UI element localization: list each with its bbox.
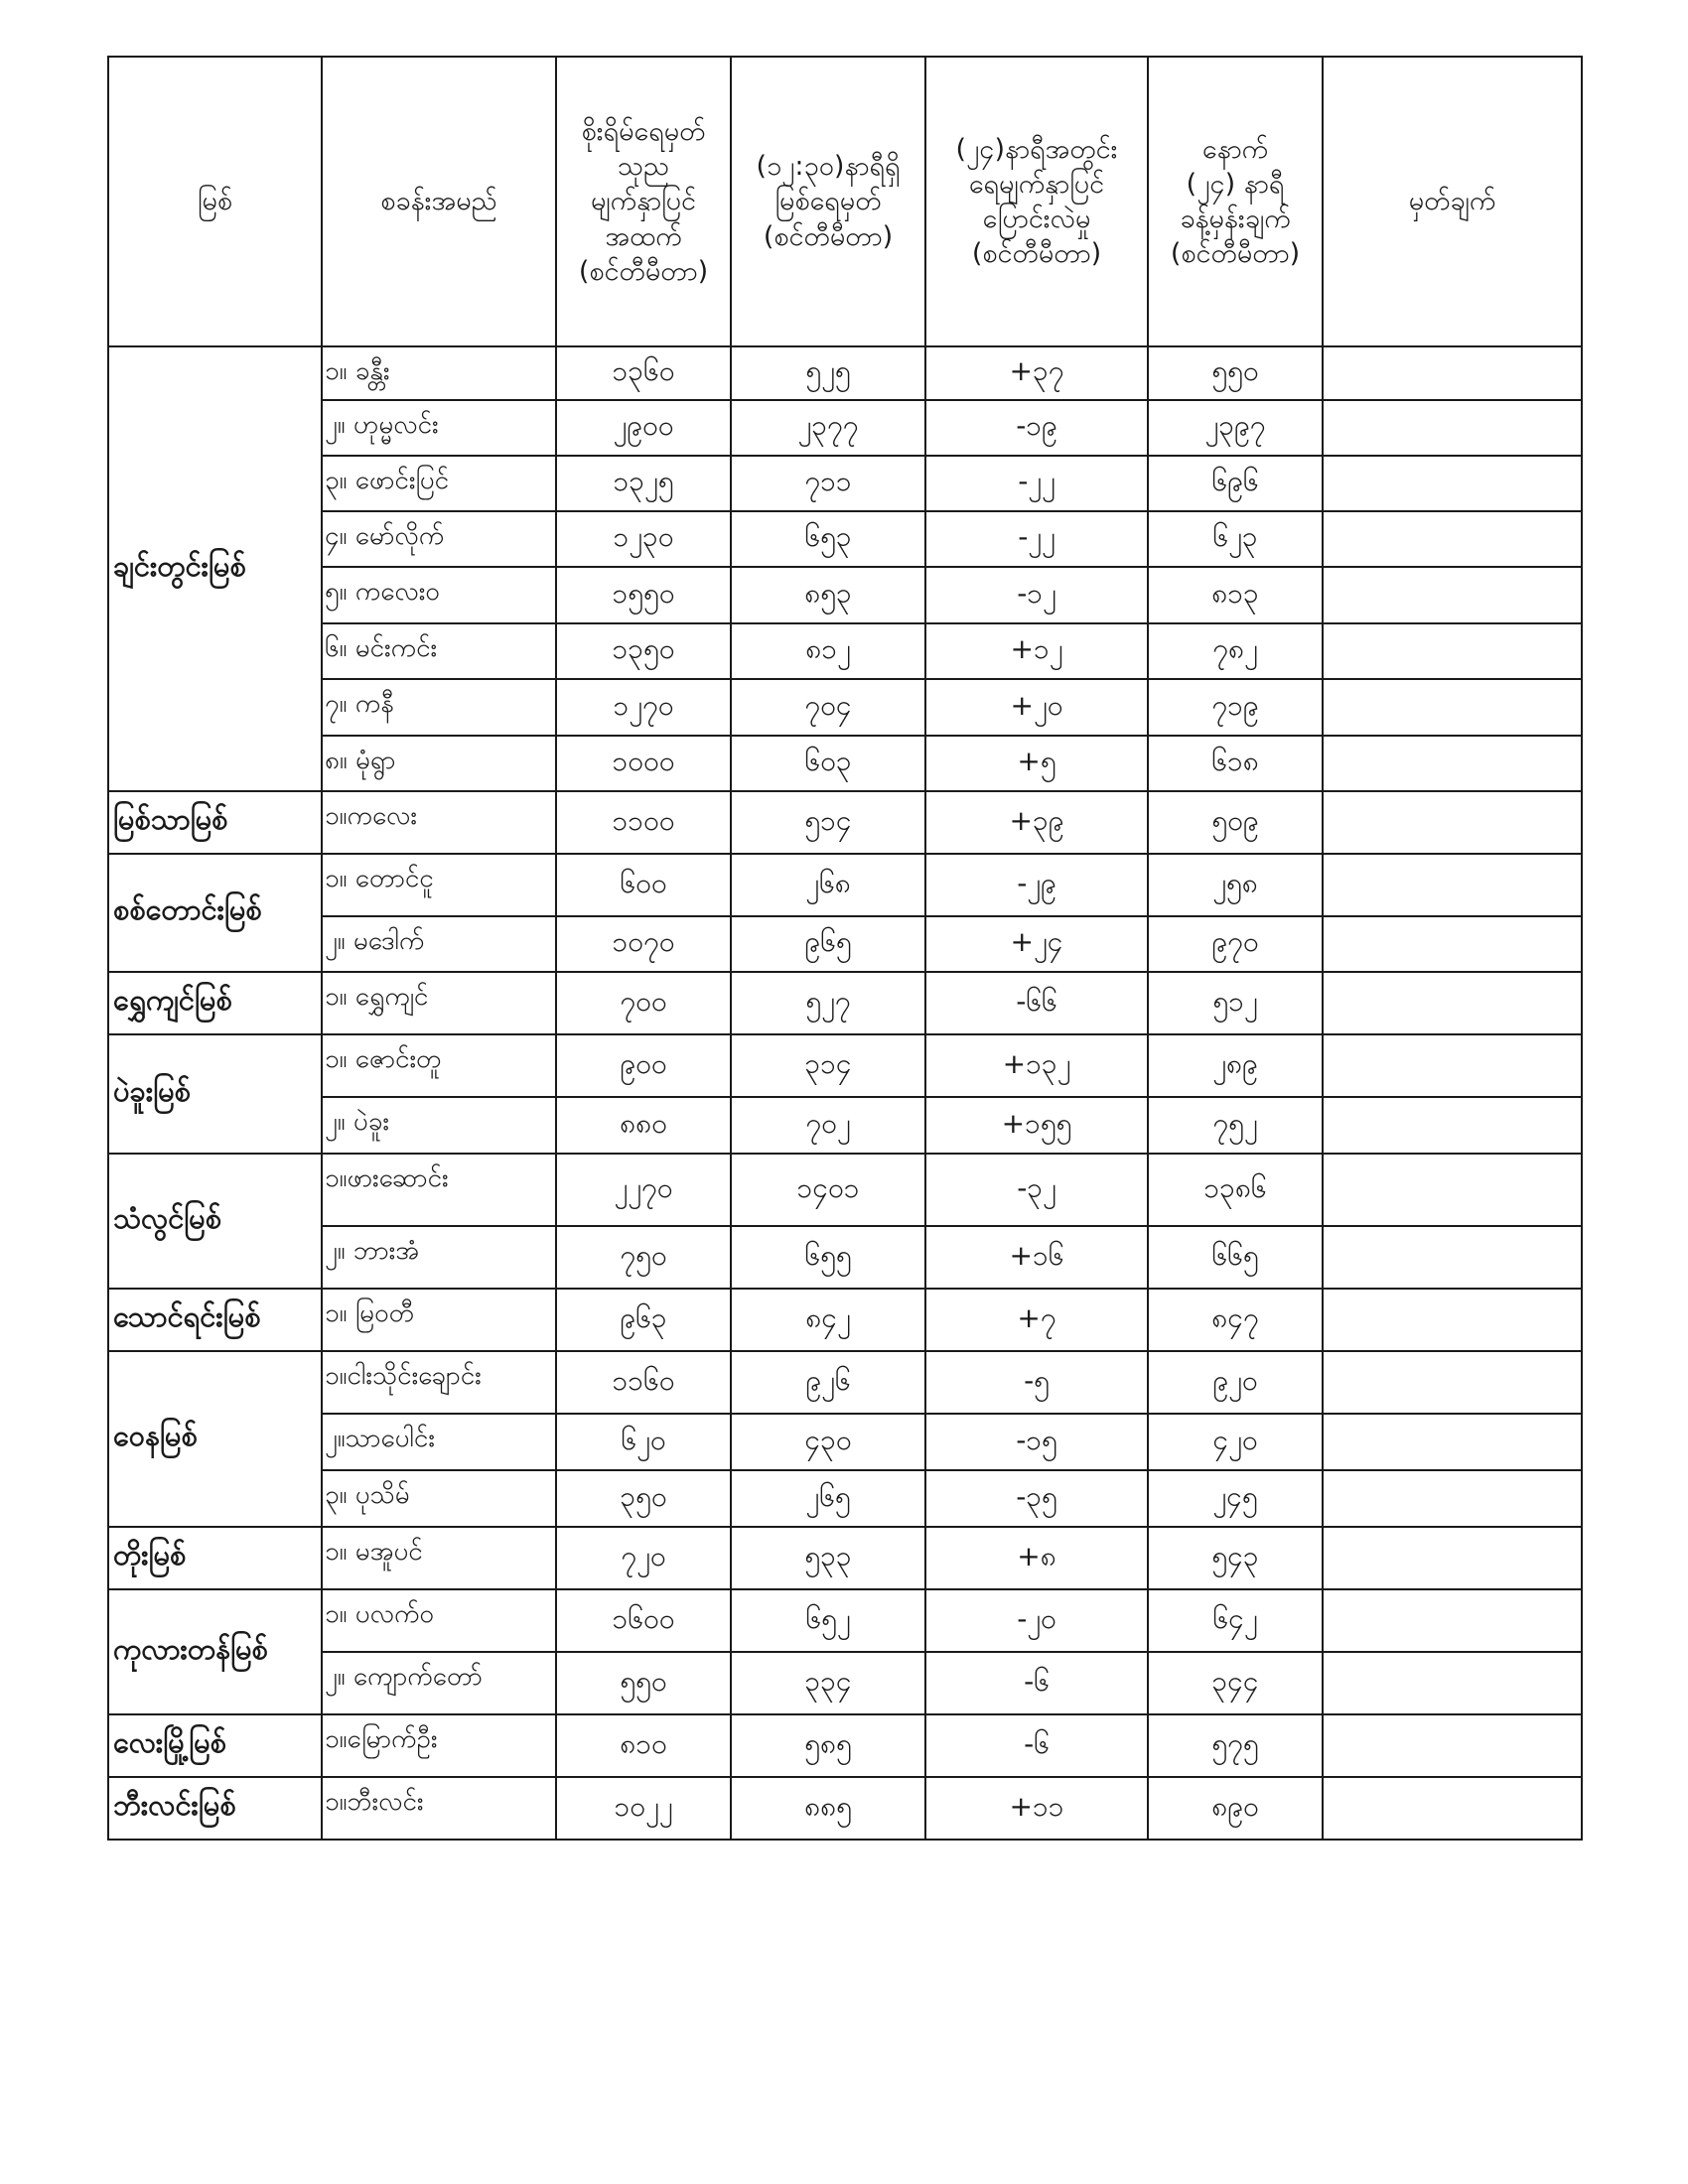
header-text-line: မှတ်ချက် — [1408, 186, 1496, 217]
forecast-cell: ၆၉၆ — [1148, 456, 1323, 511]
current-level-cell: ၅၈၅ — [731, 1714, 925, 1777]
forecast-cell: ၂၅၈ — [1148, 854, 1323, 916]
forecast-cell: ၈၄၇ — [1148, 1289, 1323, 1351]
forecast-cell: ၆၁၈ — [1148, 736, 1323, 791]
station-name-cell: ၂။ ဘားအံ — [322, 1226, 556, 1289]
danger-level-cell: ၁၀၀၀ — [556, 736, 731, 791]
remarks-cell — [1323, 1589, 1582, 1652]
current-level-cell: ၅၂၇ — [731, 972, 925, 1034]
table-row — [108, 346, 1582, 400]
table-row — [108, 623, 1582, 679]
remarks-cell — [1323, 567, 1582, 623]
change-cell: +၃၇ — [925, 346, 1148, 400]
table-row — [108, 791, 1582, 854]
header-text-line: စခန်းအမည် — [380, 186, 497, 217]
station-name-cell: ၅။ ကလေးဝ — [322, 567, 556, 623]
forecast-cell: ၂၄၅ — [1148, 1470, 1323, 1527]
table-body — [108, 346, 1582, 1840]
forecast-cell: ၅၅၀ — [1148, 346, 1323, 400]
header-change — [925, 57, 1148, 346]
station-name-cell: ၇။ ကနီ — [322, 679, 556, 736]
remarks-cell — [1323, 1777, 1582, 1840]
river-name-cell: လေးမြို့မြစ် — [108, 1714, 322, 1777]
current-level-cell: ၅၂၅ — [731, 346, 925, 400]
station-name-cell: ၁။ တောင်ငူ — [322, 854, 556, 916]
change-cell: +၃၉ — [925, 791, 1148, 854]
station-name-cell: ၂။သာပေါင်း — [322, 1414, 556, 1470]
change-cell: -၆၆ — [925, 972, 1148, 1034]
change-cell: +၁၅၅ — [925, 1097, 1148, 1154]
change-cell: -၁၂ — [925, 567, 1148, 623]
danger-level-cell: ၆၀၀ — [556, 854, 731, 916]
danger-level-cell: ၁၆၀၀ — [556, 1589, 731, 1652]
station-name-cell: ၁။ ပလက်ဝ — [322, 1589, 556, 1652]
current-level-cell: ၆၀၃ — [731, 736, 925, 791]
header-text-line: (စင်တီမီတာ) — [1170, 238, 1301, 270]
header-current-level — [731, 57, 925, 346]
forecast-cell: ၈၉၀ — [1148, 1777, 1323, 1840]
table-row — [108, 1652, 1582, 1714]
change-cell: +၂၀ — [925, 679, 1148, 736]
remarks-cell — [1323, 400, 1582, 456]
river-name-cell: ဝေနမြစ် — [108, 1351, 322, 1527]
table-row — [108, 1527, 1582, 1589]
current-level-cell: ၈၄၂ — [731, 1289, 925, 1351]
forecast-cell: ၁၃၈၆ — [1148, 1154, 1323, 1226]
change-cell: +၈ — [925, 1527, 1148, 1589]
station-name-cell: ၃။ ပုသိမ် — [322, 1470, 556, 1527]
forecast-cell: ၅၇၅ — [1148, 1714, 1323, 1777]
danger-level-cell: ၇၂၀ — [556, 1527, 731, 1589]
remarks-cell — [1323, 1414, 1582, 1470]
station-name-cell: ၁။ဘီးလင်း — [322, 1777, 556, 1840]
danger-level-cell: ၁၃၂၅ — [556, 456, 731, 511]
river-name-cell: သောင်ရင်းမြစ် — [108, 1289, 322, 1351]
forecast-cell: ၇၅၂ — [1148, 1097, 1323, 1154]
station-name-cell: ၁။ ဇောင်းတူ — [322, 1034, 556, 1097]
station-name-cell: ၈။ မုံရွာ — [322, 736, 556, 791]
change-cell: -၁၅ — [925, 1414, 1148, 1470]
header-danger-level — [556, 57, 731, 346]
remarks-cell — [1323, 1034, 1582, 1097]
remarks-cell — [1323, 791, 1582, 854]
table-row — [108, 1777, 1582, 1840]
table-row — [108, 1097, 1582, 1154]
river-level-table — [107, 56, 1583, 1841]
current-level-cell: ၇၀၄ — [731, 679, 925, 736]
change-cell: +၇ — [925, 1289, 1148, 1351]
change-cell: -၃၅ — [925, 1470, 1148, 1527]
table-row — [108, 511, 1582, 567]
station-name-cell: ၁။ မအူပင် — [322, 1527, 556, 1589]
change-cell: -၂၂ — [925, 456, 1148, 511]
header-remarks — [1323, 57, 1582, 346]
forecast-cell: ၆၂၃ — [1148, 511, 1323, 567]
danger-level-cell: ၂၉၀၀ — [556, 400, 731, 456]
station-name-cell: ၂။ ပဲခူး — [322, 1097, 556, 1154]
remarks-cell — [1323, 346, 1582, 400]
danger-level-cell: ၁၃၅၀ — [556, 623, 731, 679]
station-name-cell: ၆။ မင်းကင်း — [322, 623, 556, 679]
remarks-cell — [1323, 1226, 1582, 1289]
table-row — [108, 1351, 1582, 1414]
change-cell: +၂၄ — [925, 916, 1148, 972]
river-name-cell: ပဲခူးမြစ် — [108, 1034, 322, 1154]
remarks-cell — [1323, 623, 1582, 679]
header-river — [108, 57, 322, 346]
table-row — [108, 972, 1582, 1034]
remarks-cell — [1323, 1097, 1582, 1154]
table-row — [108, 1414, 1582, 1470]
current-level-cell: ၂၆၅ — [731, 1470, 925, 1527]
current-level-cell: ၃၁၄ — [731, 1034, 925, 1097]
header-text-line: (၂၄) နာရီ — [1186, 168, 1285, 200]
danger-level-cell: ၈၈၀ — [556, 1097, 731, 1154]
remarks-cell — [1323, 1714, 1582, 1777]
current-level-cell: ၅၃၃ — [731, 1527, 925, 1589]
table-row — [108, 1034, 1582, 1097]
table-row — [108, 1589, 1582, 1652]
danger-level-cell: ၉၆၃ — [556, 1289, 731, 1351]
station-name-cell: ၂။ ဟုမ္မလင်း — [322, 400, 556, 456]
current-level-cell: ၆၅၃ — [731, 511, 925, 567]
current-level-cell: ၇၁၁ — [731, 456, 925, 511]
current-level-cell: ၈၁၂ — [731, 623, 925, 679]
change-cell: -၆ — [925, 1714, 1148, 1777]
table-row — [108, 1470, 1582, 1527]
station-name-cell: ၁။ဖားဆောင်း — [322, 1154, 556, 1226]
current-level-cell: ၂၆၈ — [731, 854, 925, 916]
current-level-cell: ၉၂၆ — [731, 1351, 925, 1414]
river-name-cell: ကုလားတန်မြစ် — [108, 1589, 322, 1714]
current-level-cell: ၂၃၇၇ — [731, 400, 925, 456]
header-text-line: စိုးရိမ်ရေမှတ် — [581, 116, 706, 148]
forecast-cell: ၅၀၉ — [1148, 791, 1323, 854]
remarks-cell — [1323, 511, 1582, 567]
danger-level-cell: ၁၀၂၂ — [556, 1777, 731, 1840]
river-name-cell: တိုးမြစ် — [108, 1527, 322, 1589]
station-name-cell: ၂။ ကျောက်တော် — [322, 1652, 556, 1714]
header-text-line: ပြောင်းလဲမှု — [982, 204, 1091, 234]
remarks-cell — [1323, 1652, 1582, 1714]
danger-level-cell: ၁၅၅၀ — [556, 567, 731, 623]
forecast-cell: ၂၈၉ — [1148, 1034, 1323, 1097]
header-text-line: ရေမျက်နှာပြင် — [968, 168, 1105, 200]
forecast-cell: ၂၃၉၇ — [1148, 400, 1323, 456]
remarks-cell — [1323, 1527, 1582, 1589]
header-text-line: (စင်တီမီတာ) — [971, 238, 1102, 270]
station-name-cell: ၁။ ခန္တီး — [322, 346, 556, 400]
header-forecast — [1148, 57, 1323, 346]
table-row — [108, 456, 1582, 511]
header-text-line: သုည — [617, 151, 670, 183]
remarks-cell — [1323, 1470, 1582, 1527]
table-row — [108, 1289, 1582, 1351]
river-name-cell: မြစ်သာမြစ် — [108, 791, 322, 854]
danger-level-cell: ၁၀၇၀ — [556, 916, 731, 972]
forecast-cell: ၅၁၂ — [1148, 972, 1323, 1034]
current-level-cell: ၆၅၅ — [731, 1226, 925, 1289]
remarks-cell — [1323, 679, 1582, 736]
change-cell: -၂၀ — [925, 1589, 1148, 1652]
forecast-cell: ၇၈၂ — [1148, 623, 1323, 679]
current-level-cell: ၉၆၅ — [731, 916, 925, 972]
table-row — [108, 679, 1582, 736]
danger-level-cell: ၂၂၇၀ — [556, 1154, 731, 1226]
header-station — [322, 57, 556, 346]
header-text-line: (စင်တီမီတာ) — [578, 255, 709, 287]
header-text-line: (၂၄)နာရီအတွင်း — [955, 133, 1118, 165]
header-text-line: နောက် — [1201, 133, 1269, 165]
header-text-line: (၁၂:၃၀)နာရီရှိ — [756, 151, 901, 183]
remarks-cell — [1323, 972, 1582, 1034]
danger-level-cell: ၁၁၆၀ — [556, 1351, 731, 1414]
river-name-cell: သံလွင်မြစ် — [108, 1154, 322, 1289]
forecast-cell: ၇၁၉ — [1148, 679, 1323, 736]
river-name-cell: ချင်းတွင်းမြစ် — [108, 346, 322, 791]
river-name-cell: ဘီးလင်းမြစ် — [108, 1777, 322, 1840]
remarks-cell — [1323, 736, 1582, 791]
current-level-cell: ၈၈၅ — [731, 1777, 925, 1840]
forecast-cell: ၉၇၀ — [1148, 916, 1323, 972]
remarks-cell — [1323, 916, 1582, 972]
change-cell: -၂၂ — [925, 511, 1148, 567]
river-level-table-container — [107, 56, 1581, 1841]
danger-level-cell: ၃၅၀ — [556, 1470, 731, 1527]
forecast-cell: ၆၄၂ — [1148, 1589, 1323, 1652]
current-level-cell: ၅၁၄ — [731, 791, 925, 854]
current-level-cell: ၃၃၄ — [731, 1652, 925, 1714]
table-row — [108, 1154, 1582, 1226]
danger-level-cell: ၁၃၆၀ — [556, 346, 731, 400]
current-level-cell: ၈၅၃ — [731, 567, 925, 623]
change-cell: +၁၂ — [925, 623, 1148, 679]
current-level-cell: ၄၃၀ — [731, 1414, 925, 1470]
danger-level-cell: ၅၅၀ — [556, 1652, 731, 1714]
forecast-cell: ၃၄၄ — [1148, 1652, 1323, 1714]
header-text-line: ခန့်မှန်းချက် — [1180, 204, 1291, 234]
danger-level-cell: ၇၀၀ — [556, 972, 731, 1034]
table-row — [108, 1714, 1582, 1777]
danger-level-cell: ၆၂၀ — [556, 1414, 731, 1470]
forecast-cell: ၉၂၀ — [1148, 1351, 1323, 1414]
remarks-cell — [1323, 1154, 1582, 1226]
river-name-cell: ရွှေကျင်မြစ် — [108, 972, 322, 1034]
station-name-cell: ၁။ကလေး — [322, 791, 556, 854]
station-name-cell: ၂။ မဒေါက် — [322, 916, 556, 972]
change-cell: +၁၃၂ — [925, 1034, 1148, 1097]
table-row — [108, 916, 1582, 972]
station-name-cell: ၁။ ရွှေကျင် — [322, 972, 556, 1034]
table-row — [108, 400, 1582, 456]
danger-level-cell: ၇၅၀ — [556, 1226, 731, 1289]
table-row — [108, 1226, 1582, 1289]
table-row — [108, 736, 1582, 791]
header-text-line: အထက် — [605, 220, 682, 252]
change-cell: -၁၉ — [925, 400, 1148, 456]
danger-level-cell: ၈၁၀ — [556, 1714, 731, 1777]
river-name-cell: စစ်တောင်းမြစ် — [108, 854, 322, 972]
header-text-line: မြစ်ရေမှတ် — [774, 186, 882, 217]
danger-level-cell: ၁၂၃၀ — [556, 511, 731, 567]
header-text-line: မျက်နှာပြင် — [590, 186, 697, 217]
forecast-cell: ၆၆၅ — [1148, 1226, 1323, 1289]
danger-level-cell: ၁၁၀၀ — [556, 791, 731, 854]
change-cell: -၃၂ — [925, 1154, 1148, 1226]
table-row — [108, 567, 1582, 623]
current-level-cell: ၁၄၀၁ — [731, 1154, 925, 1226]
station-name-cell: ၄။ မော်လိုက် — [322, 511, 556, 567]
change-cell: -၅ — [925, 1351, 1148, 1414]
station-name-cell: ၁။မြောက်ဦး — [322, 1714, 556, 1777]
header-text-line: (စင်တီမီတာ) — [763, 220, 894, 252]
remarks-cell — [1323, 1289, 1582, 1351]
station-name-cell: ၁။ မြဝတီ — [322, 1289, 556, 1351]
forecast-cell: ၈၁၃ — [1148, 567, 1323, 623]
forecast-cell: ၄၂၀ — [1148, 1414, 1323, 1470]
station-name-cell: ၃။ ဖောင်းပြင် — [322, 456, 556, 511]
station-name-cell: ၁။ငါးသိုင်းချောင်း — [322, 1351, 556, 1414]
table-row — [108, 854, 1582, 916]
danger-level-cell: ၁၂၇၀ — [556, 679, 731, 736]
table-header-row — [108, 57, 1582, 346]
change-cell: -၆ — [925, 1652, 1148, 1714]
current-level-cell: ၇၀၂ — [731, 1097, 925, 1154]
header-text-line: မြစ် — [197, 186, 233, 217]
current-level-cell: ၆၅၂ — [731, 1589, 925, 1652]
change-cell: +၁၁ — [925, 1777, 1148, 1840]
forecast-cell: ၅၄၃ — [1148, 1527, 1323, 1589]
change-cell: +၁၆ — [925, 1226, 1148, 1289]
remarks-cell — [1323, 854, 1582, 916]
change-cell: -၂၉ — [925, 854, 1148, 916]
remarks-cell — [1323, 456, 1582, 511]
danger-level-cell: ၉၀၀ — [556, 1034, 731, 1097]
change-cell: +၅ — [925, 736, 1148, 791]
remarks-cell — [1323, 1351, 1582, 1414]
